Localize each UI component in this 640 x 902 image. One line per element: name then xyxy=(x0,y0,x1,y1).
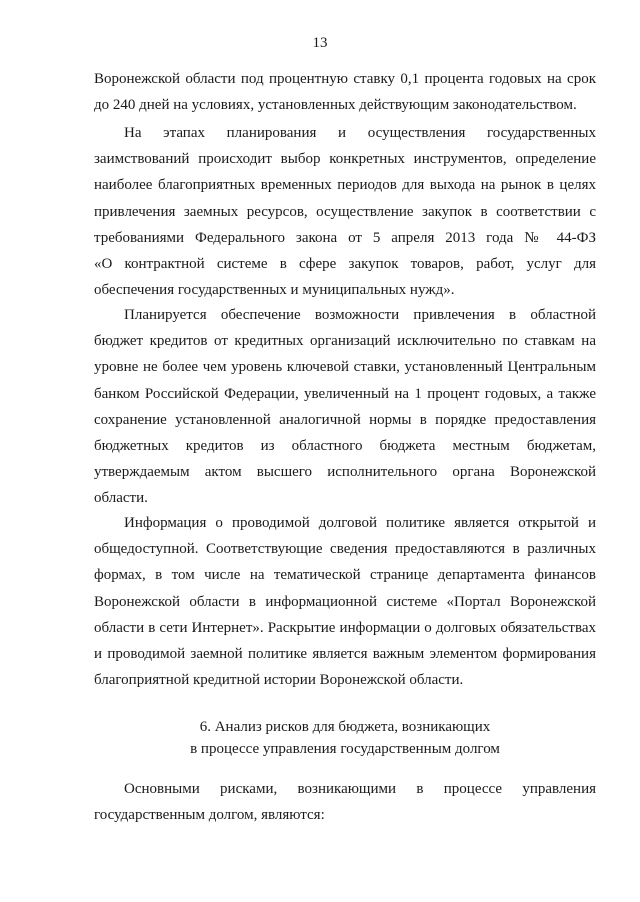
text-line: утверждаемым актом высшего исполнительного органа Воронежской xyxy=(94,464,596,481)
text-line: На этапах планирования и осуществления государственных xyxy=(124,125,596,141)
text-line: до 240 дней на условиях, установленных действующим законодательством. xyxy=(94,97,577,114)
heading-line: 6. Анализ рисков для бюджета, возникающих xyxy=(199,719,491,735)
text-line: заимствований происходит выбор конкретных инструментов, определение xyxy=(94,151,596,168)
text-line: банком Российской Федерации, увеличенный на 1 процент годовых, а также xyxy=(94,385,596,402)
text-line: уровне не более чем уровень ключевой ставки, установленный Центральным xyxy=(94,359,596,376)
text-line: области. xyxy=(94,490,148,507)
text-line: Информация о проводимой долговой политике является открытой и xyxy=(124,515,596,531)
text-line: области в сети Интернет». Раскрытие информации о долговых обязательствах xyxy=(94,619,596,636)
text-line: обеспечения государственных и муниципальных нужд». xyxy=(94,282,455,299)
paragraph-1 xyxy=(94,66,596,118)
page-number: 13 xyxy=(312,35,328,51)
text-line: и проводимой заемной политике является важным элементом формирования xyxy=(94,645,596,662)
text-line: благоприятной кредитной истории Воронежской области. xyxy=(94,672,464,689)
heading-line: в процессе управления государственным долгом xyxy=(190,741,500,757)
text-line: сохранение установленной аналогичной нормы в порядке предоставления xyxy=(94,411,596,428)
paragraph-5 xyxy=(94,776,596,828)
paragraph-2 xyxy=(94,120,596,303)
text-line: государственным долгом, являются: xyxy=(94,807,325,824)
text-line: «О контрактной системе в сфере закупок товаров, работ, услуг для xyxy=(94,255,596,272)
text-line: формах, в том числе на тематической странице департамента финансов xyxy=(94,567,596,584)
text-line: Планируется обеспечение возможности привлечения в областной xyxy=(124,307,596,323)
text-line: Воронежской области в информационной системе «Портал Воронежской xyxy=(94,593,596,610)
text-line: бюджет кредитов от кредитных организаций исключительно по ставкам на xyxy=(94,333,596,350)
text-line: бюджетных кредитов из областного бюджета местным бюджетам, xyxy=(94,437,596,454)
section-heading xyxy=(94,716,596,760)
text-line: требованиями Федерального закона от 5 апреля 2013 года № 44-ФЗ xyxy=(94,229,596,246)
paragraph-3 xyxy=(94,302,596,512)
text-line: Воронежской области под процентную ставку 0,1 процента годовых на срок xyxy=(94,71,596,87)
text-line: общедоступной. Соответствующие сведения предоставляются в различных xyxy=(94,541,596,558)
paragraph-4 xyxy=(94,510,596,693)
text-line: привлечения заемных ресурсов, осуществление закупок в соответствии с xyxy=(94,203,596,220)
text-line: Основными рисками, возникающими в процессе управления xyxy=(124,781,596,797)
text-line: наиболее благоприятных временных периодов для выхода на рынок в целях xyxy=(94,177,596,194)
